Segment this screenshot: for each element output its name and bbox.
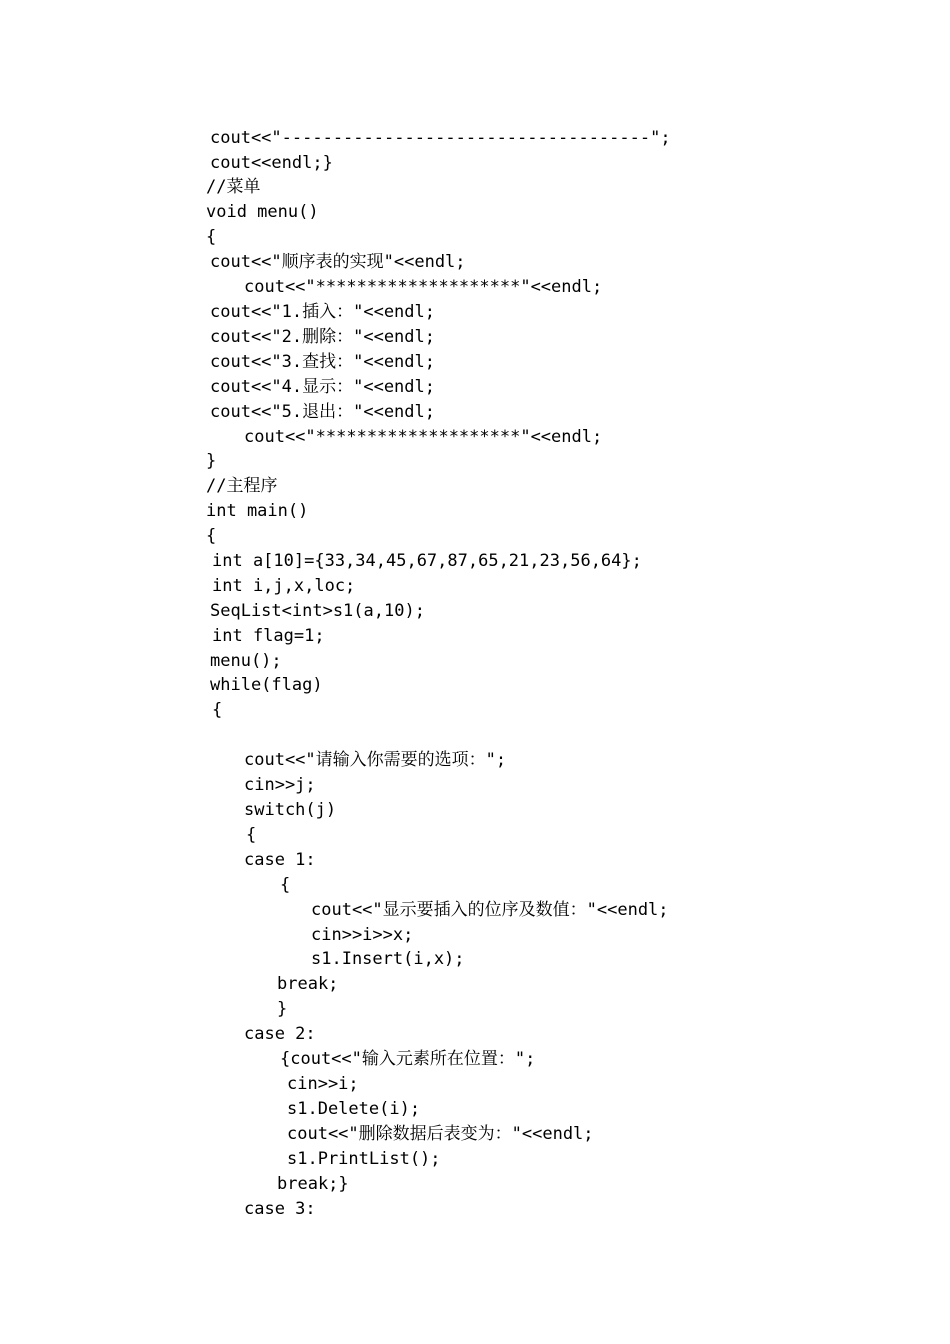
code-line: cout<<"删除数据后表变为："<<endl; [287, 1124, 594, 1144]
code-line: cout<<"********************"<<endl; [244, 427, 603, 447]
code-line: cout<<"4.显示："<<endl; [210, 377, 435, 397]
code-line: int i,j,x,loc; [212, 576, 356, 596]
code-line: cout<<"显示要插入的位序及数值："<<endl; [311, 900, 669, 920]
code-line: } [206, 451, 217, 471]
code-line: { [206, 526, 217, 546]
code-line: } [277, 999, 288, 1019]
code-line: while(flag) [210, 675, 323, 695]
code-line: cin>>j; [244, 775, 316, 795]
code-line: void menu() [206, 202, 319, 222]
code-line: cout<<"2.删除："<<endl; [210, 327, 435, 347]
code-line: { [212, 700, 223, 720]
code-line: cout<<"5.退出："<<endl; [210, 402, 435, 422]
code-line: {cout<<"输入元素所在位置："; [280, 1049, 536, 1069]
code-comment: //菜单 [206, 177, 261, 197]
code-line: menu(); [210, 651, 282, 671]
code-line: cout<<endl;} [210, 153, 333, 173]
code-line: { [280, 875, 291, 895]
code-line: s1.PrintList(); [287, 1149, 441, 1169]
code-line: s1.Delete(i); [287, 1099, 421, 1119]
code-line: { [246, 825, 257, 845]
code-line: cout<<"1.插入："<<endl; [210, 302, 435, 322]
code-line: s1.Insert(i,x); [311, 949, 465, 969]
code-line: cout<<"顺序表的实现"<<endl; [210, 252, 466, 272]
code-line: SeqList<int>s1(a,10); [210, 601, 425, 621]
code-line: break; [277, 974, 339, 994]
code-line: int flag=1; [212, 626, 325, 646]
code-line: cin>>i; [287, 1074, 359, 1094]
code-line: { [206, 227, 217, 247]
code-line: int main() [206, 501, 309, 521]
code-line: cout<<"请输入你需要的选项："; [244, 750, 507, 770]
code-line: cout<<"********************"<<endl; [244, 277, 603, 297]
code-comment: //主程序 [206, 476, 278, 496]
code-line: cout<<"------------------------------------"; [210, 128, 671, 148]
code-line: cout<<"3.查找："<<endl; [210, 352, 435, 372]
code-line: case 1: [244, 850, 316, 870]
code-line: case 3: [244, 1199, 316, 1219]
code-line: switch(j) [244, 800, 337, 820]
code-line: case 2: [244, 1024, 316, 1044]
code-line: cin>>i>>x; [311, 925, 414, 945]
code-line: int a[10]={33,34,45,67,87,65,21,23,56,64}; [212, 551, 642, 571]
code-line: break;} [277, 1174, 349, 1194]
